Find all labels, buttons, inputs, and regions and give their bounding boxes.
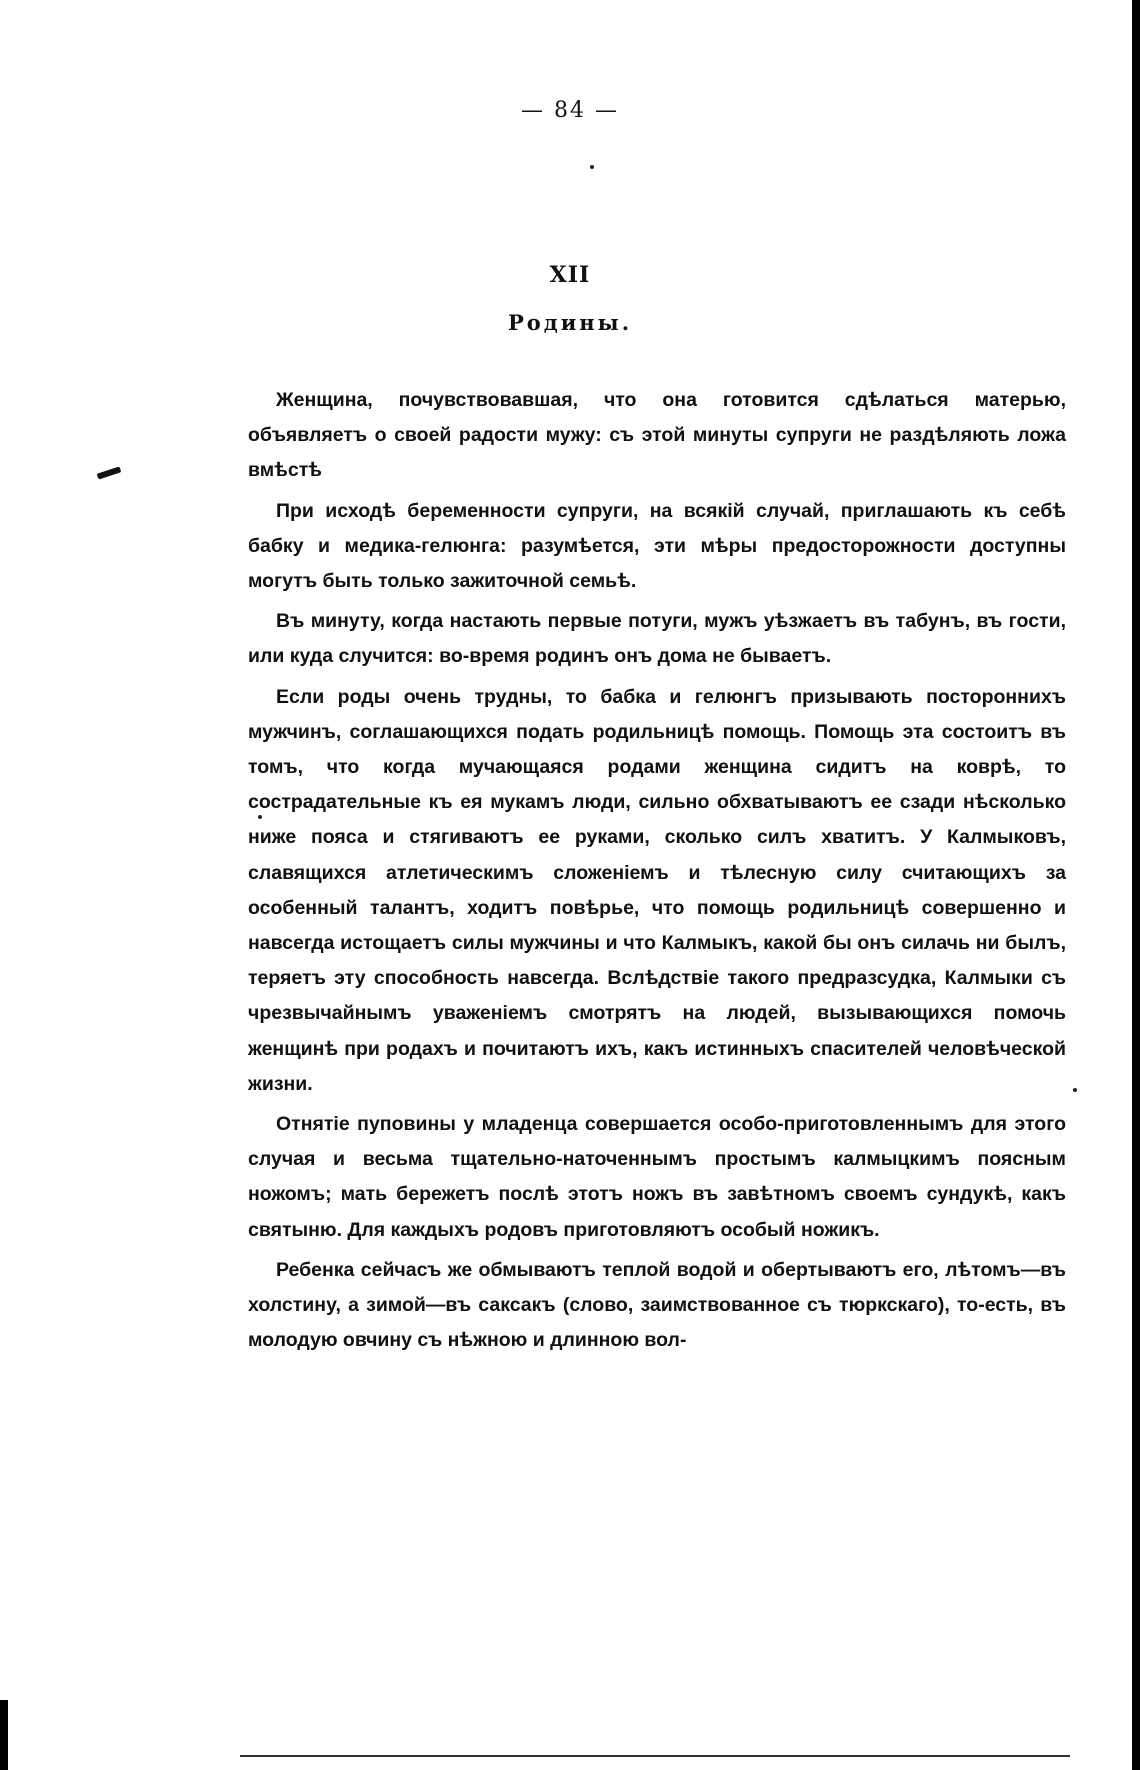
chapter-number: XII	[549, 262, 591, 288]
paragraph: Ребенка сейчасъ же обмываютъ теплой водой и обертываютъ его, лѣтомъ—въ холстину, а зимой—въ саксакъ (слово, заимствованное съ тюркскаго), то-есть, въ молодую овчину съ нѣжною и длинною вол-	[248, 1258, 1066, 1352]
body-text	[248, 383, 1066, 1363]
paragraph: При исходѣ беременности супруги, на всякій случай, приглашають къ себѣ бабку и медика-гелюнга: разумѣется, эти мѣры предосторожности доступны могутъ быть только зажиточной семьѣ.	[248, 499, 1066, 593]
scan-speck	[1073, 1088, 1077, 1092]
scan-page-edge-left	[0, 1700, 8, 1770]
margin-pencil-mark	[97, 466, 122, 479]
paragraph: Въ минуту, когда настають первые потуги, мужъ уѣзжаетъ въ табунъ, въ гости, или куда случится: во-время родинъ онъ дома не бываетъ.	[248, 610, 1066, 668]
paragraph: Отнятіе пуповины у младенца совершается особо-приготовленнымъ для этого случая и весьма тщательно-наточеннымъ простымъ калмыцкимъ поясным ножомъ; мать бережетъ послѣ этотъ ножъ въ завѣтномъ своемъ сундукѣ, какъ святыню. Для каждыхъ родовъ приготовляютъ особый ножикъ.	[248, 1113, 1066, 1241]
paragraph: Если роды очень трудны, то бабка и гелюнгъ призывають постороннихъ мужчинъ, соглашающихся подать родильницѣ помощь. Помощь эта состоитъ въ томъ, что когда мучающаяся родами женщина сидитъ на коврѣ, то сострадательные къ ея мукамъ люди, сильно обхватываютъ ее сзади нѣсколько ниже пояса и стягиваютъ ее руками, сколько силъ хватитъ. У Калмыковъ, славящихся атлетическимъ сложеніемъ и тѣлесную силу считающихъ за особенный талантъ, ходитъ повѣрье, что помощь родильницѣ совершенно и навсегда истощаетъ силы мужчины и что Калмыкъ, какой бы онъ силачь ни былъ, теряетъ эту способность навсегда. Вслѣдствіе такого предразсудка, Калмыки съ чрезвычайнымъ уваженіемъ смотрятъ на людей, вызывающихся помочь женщинѣ при родахъ и почитаютъ ихъ, какъ истинныхъ спасителей человѣческой жизни.	[248, 685, 1066, 1095]
paragraph: Женщина, почувствовавшая, что она готовится сдѣлаться матерью, объявляетъ о своей радости мужу: съ этой минуты супруги не раздѣляють ложа вмѣстѣ	[248, 389, 1066, 482]
page-number: — 84 —	[521, 98, 619, 123]
scan-speck	[590, 165, 594, 169]
scan-bottom-rule	[240, 1755, 1070, 1757]
chapter-title: Родины.	[507, 310, 633, 335]
